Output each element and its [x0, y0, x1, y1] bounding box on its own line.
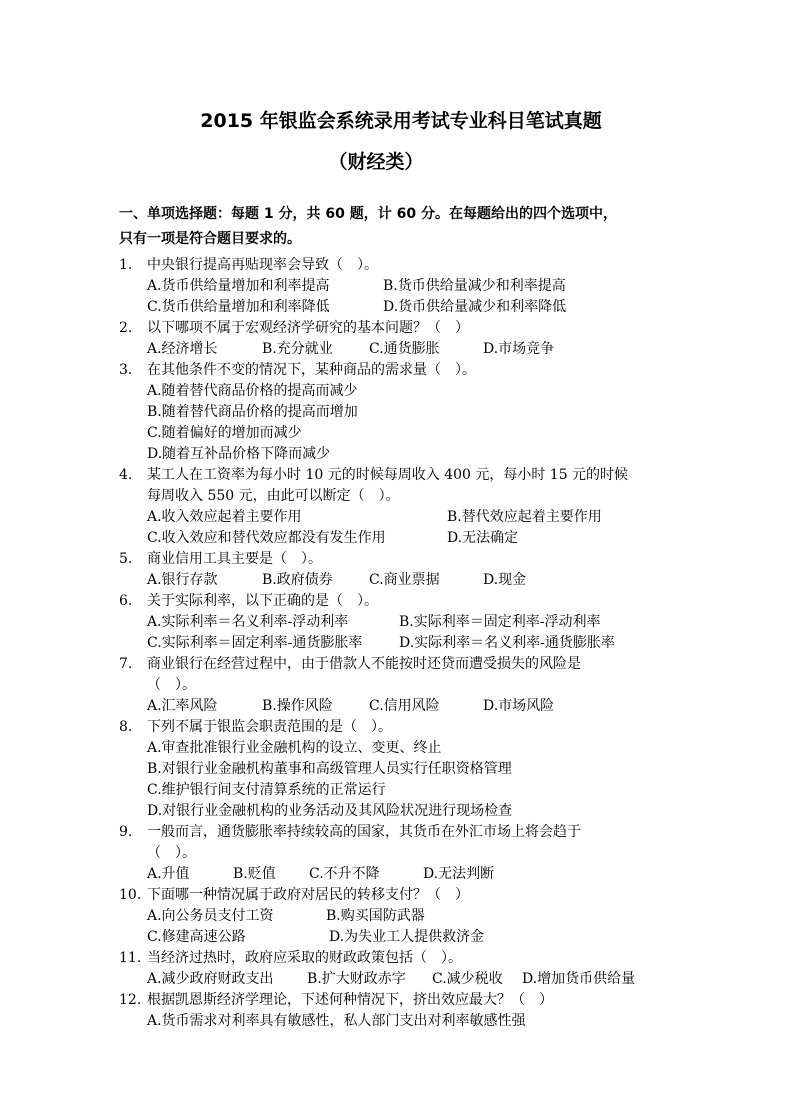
option-a: A.货币需求对利率具有敏感性，私人部门支出对利率敏感性强: [147, 1013, 526, 1029]
option-d: D.货币供给量减少和利率降低: [383, 299, 567, 315]
document-title: 2015 年银监会系统录用考试专业科目笔试真题: [200, 110, 602, 132]
option-c: C.减少税收: [432, 971, 503, 987]
question-stem: 商业信用工具主要是（ ）。: [147, 551, 322, 567]
option-d: D.增加货币供给量: [522, 971, 636, 987]
question-stem-continued: （ ）。: [147, 845, 196, 861]
question-number: 3.: [119, 362, 133, 378]
question-stem: 下列不属于银监会职责范围的是（ ）。: [147, 719, 392, 735]
option-c: C.收入效应和替代效应都没有发生作用: [147, 530, 386, 546]
question-number: 7.: [119, 656, 133, 672]
option-b: B.操作风险: [262, 698, 333, 714]
option-b: B.政府债券: [262, 572, 333, 588]
question-stem: 商业银行在经营过程中，由于借款人不能按时还贷而遭受损失的风险是: [147, 656, 581, 672]
question-number: 8.: [119, 719, 133, 735]
option-c: C.维护银行间支付清算系统的正常运行: [147, 782, 386, 798]
option-c: C.商业票据: [369, 572, 440, 588]
question-number: 4.: [119, 467, 133, 483]
option-c: C.实际利率＝固定利率-通货膨胀率: [147, 635, 363, 651]
option-c: C.不升不降: [309, 866, 380, 882]
option-a: A.货币供给量增加和利率提高: [147, 278, 330, 294]
question-stem-continued: （ ）。: [147, 677, 196, 693]
option-b: B.替代效应起着主要作用: [447, 509, 602, 525]
option-a: A.收入效应起着主要作用: [147, 509, 302, 525]
option-a: A.实际利率＝名义利率-浮动利率: [147, 614, 349, 630]
option-b: B.购买国防武器: [326, 908, 425, 924]
question-stem: 某工人在工资率为每小时 10 元的时候每周收入 400 元，每小时 15 元的时候: [147, 467, 629, 483]
question-stem: 中央银行提高再贴现率会导致（ ）。: [147, 257, 378, 273]
section-heading-line2: 只有一项是符合题目要求的。: [119, 231, 301, 247]
question-number: 1.: [119, 257, 133, 273]
option-d: D.对银行业金融机构的业务活动及其风险状况进行现场检查: [147, 803, 513, 819]
option-c: C.修建高速公路: [147, 929, 246, 945]
question-stem-continued: 每周收入 550 元，由此可以断定（ ）。: [147, 488, 400, 504]
option-a: A.审查批准银行业金融机构的设立、变更、终止: [147, 740, 442, 756]
option-d: D.市场风险: [483, 698, 555, 714]
question-stem: 以下哪项不属于宏观经济学研究的基本问题？（ ）: [147, 320, 469, 336]
option-c: C.货币供给量增加和利率降低: [147, 299, 330, 315]
question-stem: 当经济过热时，政府应采取的财政政策包括（ ）。: [147, 950, 462, 966]
question-number: 5.: [119, 551, 133, 567]
option-c: C.通货膨胀: [369, 341, 440, 357]
option-d: D.市场竞争: [483, 341, 555, 357]
option-b: B.贬值: [233, 866, 276, 882]
option-d: D.为失业工人提供救济金: [329, 929, 485, 945]
question-number: 2.: [119, 320, 133, 336]
option-d: D.无法判断: [423, 866, 495, 882]
option-b: B.充分就业: [262, 341, 333, 357]
option-a: A.经济增长: [147, 341, 218, 357]
option-a: A.随着替代商品价格的提高而减少: [147, 383, 358, 399]
option-b: B.随着替代商品价格的提高而增加: [147, 404, 358, 420]
option-b: B.扩大财政赤字: [307, 971, 406, 987]
question-number: 6.: [119, 593, 133, 609]
question-number: 10.: [119, 887, 142, 903]
question-number: 12.: [119, 992, 142, 1008]
option-a: A.向公务员支付工资: [147, 908, 274, 924]
option-a: A.汇率风险: [147, 698, 218, 714]
question-number: 9.: [119, 824, 133, 840]
option-d: D.随着互补品价格下降而减少: [147, 446, 331, 462]
option-d: D.无法确定: [447, 530, 519, 546]
question-stem: 在其他条件不变的情况下，某种商品的需求量（ ）。: [147, 362, 476, 378]
document-subtitle: （财经类）: [328, 151, 424, 173]
option-a: A.银行存款: [147, 572, 218, 588]
option-c: C.信用风险: [369, 698, 440, 714]
question-stem: 关于实际利率，以下正确的是（ ）。: [147, 593, 378, 609]
question-stem: 下面哪一种情况属于政府对居民的转移支付？（ ）: [147, 887, 469, 903]
option-b: B.货币供给量减少和利率提高: [383, 278, 566, 294]
question-stem: 根据凯恩斯经济学理论，下述何种情况下，挤出效应最大？（ ）: [147, 992, 553, 1008]
option-a: A.升值: [147, 866, 190, 882]
option-d: D.现金: [483, 572, 527, 588]
question-stem: 一般而言，通货膨胀率持续较高的国家，其货币在外汇市场上将会趋于: [147, 824, 581, 840]
option-a: A.减少政府财政支出: [147, 971, 274, 987]
option-b: B.实际利率＝固定利率-浮动利率: [399, 614, 601, 630]
question-number: 11.: [119, 950, 142, 966]
section-heading-line1: 一、单项选择题：每题 1 分，共 60 题，计 60 分。在每题给出的四个选项中，: [119, 206, 617, 222]
option-c: C.随着偏好的增加而减少: [147, 425, 302, 441]
option-b: B.对银行业金融机构董事和高级管理人员实行任职资格管理: [147, 761, 512, 777]
option-d: D.实际利率＝名义利率-通货膨胀率: [399, 635, 615, 651]
